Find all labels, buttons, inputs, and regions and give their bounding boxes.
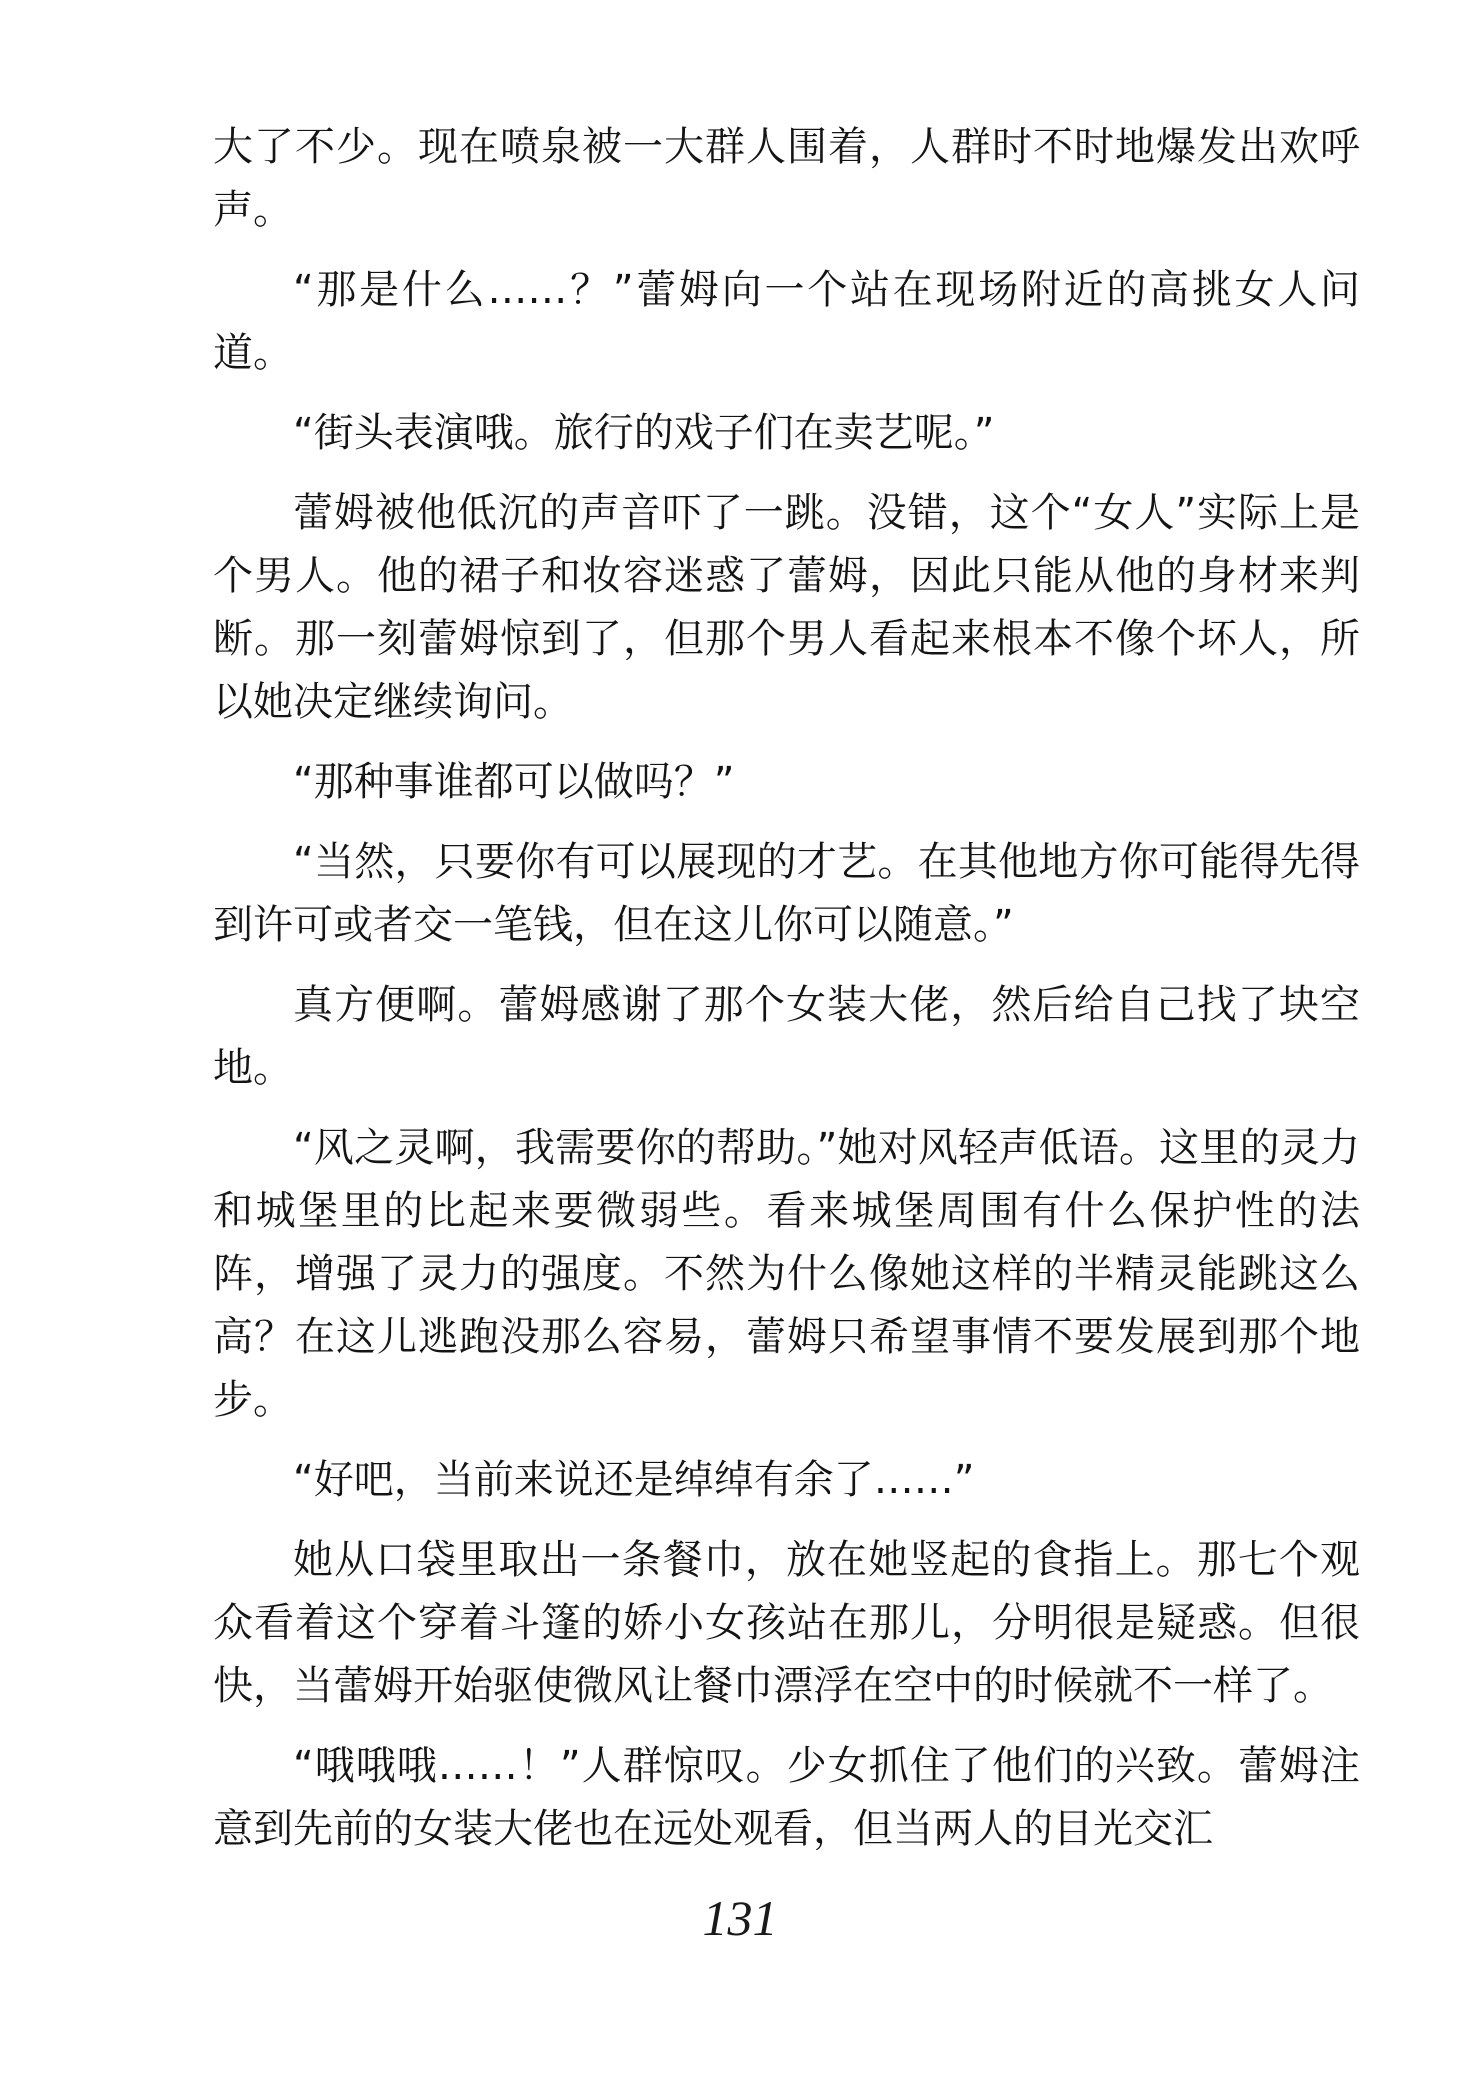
page-number: 131 bbox=[702, 1890, 778, 1946]
paragraph-9: “好吧，当前来说还是绰绰有余了……” bbox=[293, 1457, 975, 1503]
paragraph-2: “那是什么……？”蕾姆向一个站在现场附近的高挑女人问道。 bbox=[213, 267, 1360, 376]
body-text bbox=[213, 116, 1360, 1861]
paragraph-11: “哦哦哦……！”人群惊叹。少女抓住了他们的兴致。蕾姆注意到先前的女装大佬也在远处观看，但当两人的目光交汇 bbox=[213, 1743, 1360, 1852]
paragraph-10: 她从口袋里取出一条餐巾，放在她竖起的食指上。那七个观众看着这个穿着斗篷的娇小女孩站在那儿，分明很是疑惑。但很快，当蕾姆开始驱使微风让餐巾漂浮在空中的时候就不一样了。 bbox=[213, 1537, 1360, 1709]
paragraph-4: 蕾姆被他低沉的声音吓了一跳。没错，这个“女人”实际上是个男人。他的裙子和妆容迷惑了蕾姆，因此只能从他的身材来判断。那一刻蕾姆惊到了，但那个男人看起来根本不像个坏人，所以她决定继续询问。 bbox=[213, 490, 1360, 725]
paragraph-1: 大了不少。现在喷泉被一大群人围着，人群时不时地爆发出欢呼声。 bbox=[213, 124, 1360, 233]
paragraph-7: 真方便啊。蕾姆感谢了那个女装大佬，然后给自己找了块空地。 bbox=[213, 982, 1360, 1091]
paragraph-5: “那种事谁都可以做吗？” bbox=[293, 759, 735, 805]
paragraph-3: “街头表演哦。旅行的戏子们在卖艺呢。” bbox=[293, 410, 995, 456]
paragraph-8: “风之灵啊，我需要你的帮助。”她对风轻声低语。这里的灵力和城堡里的比起来要微弱些。看来城堡周围有什么保护性的法阵，增强了灵力的强度。不然为什么像她这样的半精灵能跳这么高？在这儿逃跑没那么容易，蕾姆只希望事情不要发展到那个地步。 bbox=[213, 1125, 1360, 1423]
paragraph-6: “当然，只要你有可以展现的才艺。在其他地方你可能得先得到许可或者交一笔钱，但在这儿你可以随意。” bbox=[213, 839, 1360, 948]
